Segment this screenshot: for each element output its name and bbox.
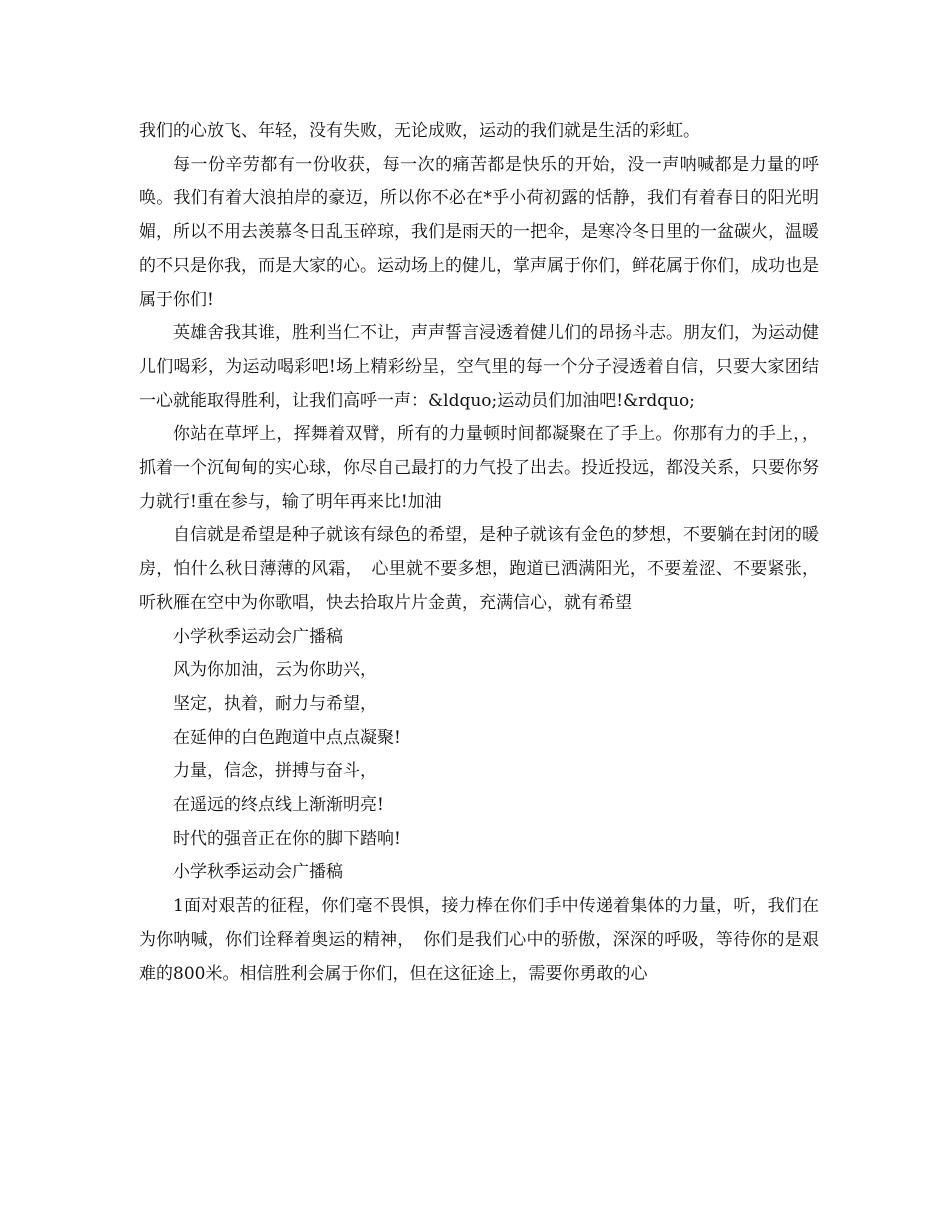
verse-line: 在延伸的白色跑道中点点凝聚! <box>173 727 401 748</box>
verse-line: 在遥远的终点线上渐渐明亮! <box>173 795 384 816</box>
section-heading: 小学秋季运动会广播稿 <box>173 626 343 647</box>
paragraph-heroes: 英雄舍我其谁，胜利当仁不让，声声誓言浸透着健儿们的昂扬斗志。朋友们，为运动健儿们喝彩，为运动喝彩吧!场上精彩纷呈，空气里的每一个分子浸透着自信，只要大家团结一心就能取得胜利，让我们高呼一声：&ldquo;运动员们加油吧!&rdquo; <box>139 323 819 411</box>
paragraph-reward: 每一份辛劳都有一份收获，每一次的痛苦都是快乐的开始，没一声呐喊都是力量的呼唤。我们有着大浪拍岸的豪迈，所以你不必在*乎小荷初露的恬静，我们有着春日的阳光明媚，所以不用去羡慕冬日乱玉碎琼，我们是雨天的一把伞，是寒冷冬日里的一盆碳火，温暖的不只是你我，而是大家的心。运动场上的健儿，掌声属于你们，鲜花属于你们，成功也是属于你们! <box>139 154 819 310</box>
verse-line: 风为你加油，云为你助兴， <box>173 660 377 681</box>
paragraph-shot-put: 你站在草坪上，挥舞着双臂，所有的力量顿时间都凝聚在了手上。你那有力的手上，，抓着一个沉甸甸的实心球，你尽自己最打的力气投了出去。投近投远，都没关系，只要你努力就行!重在参与，输了明年再来比!加油 <box>139 424 819 512</box>
verse-line: 时代的强音正在你的脚下踏响! <box>173 828 401 849</box>
verse-line: 坚定，执着，耐力与希望， <box>173 693 377 714</box>
paragraph-relay: 1面对艰苦的征程，你们毫不畏惧，接力棒在你们手中传递着集体的力量，听，我们在为你呐喊，你们诠释着奥运的精神， 你们是我们心中的骄傲，深深的呼吸，等待你的是艰难的800米。相信胜利会属于你们，但在这征途上，需要你勇敢的心 <box>139 896 819 984</box>
section-heading: 小学秋季运动会广播稿 <box>173 862 343 883</box>
verse-line: 力量，信念，拼搏与奋斗， <box>173 761 377 782</box>
paragraph-continuation: 我们的心放飞、年轻，没有失败，无论成败，运动的我们就是生活的彩虹。 <box>139 121 700 141</box>
document-body <box>139 115 819 991</box>
paragraph-confidence: 自信就是希望是种子就该有绿色的希望，是种子就该有金色的梦想，不要躺在封闭的暖房，怕什么秋日薄薄的风霜， 心里就不要多想，跑道已洒满阳光，不要羞涩、不要紧张，听秋雁在空中为你歌唱，快去拾取片片金黄，充满信心，就有希望 <box>139 525 819 613</box>
